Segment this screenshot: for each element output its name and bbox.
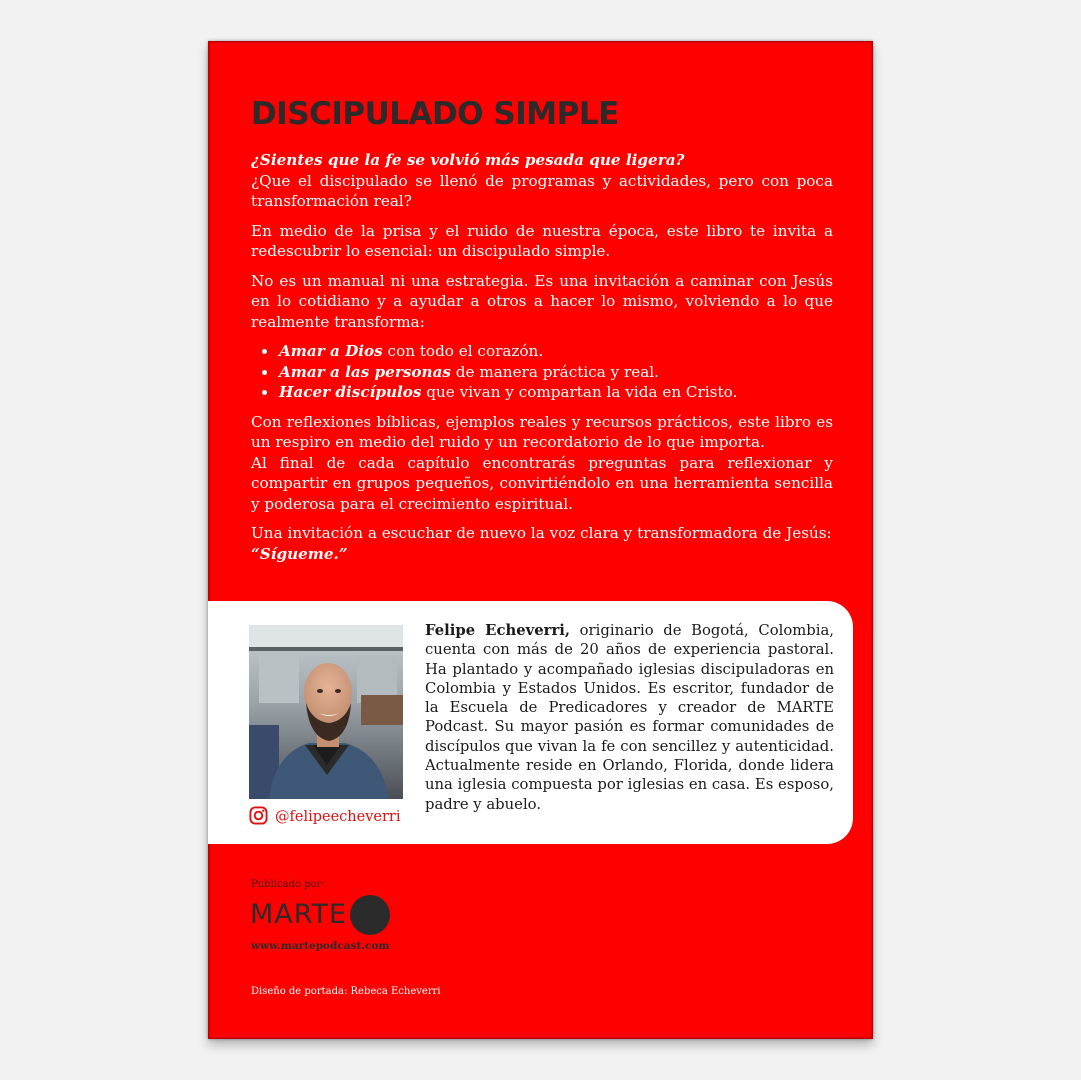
synopsis-paragraph-6: Una invitación a escuchar de nuevo la voz clara y transformadora de Jesús: xyxy=(251,524,832,542)
intro-prefix: ¿ xyxy=(251,151,260,169)
intro-question-text: Sientes que la fe se volvió más pesada que ligera? xyxy=(259,151,685,169)
list-item xyxy=(279,362,833,383)
list-item xyxy=(279,382,833,403)
key-point-text: de manera práctica y real. xyxy=(450,362,659,381)
synopsis-paragraph-4: Con reflexiones bíblicas, ejemplos reales y recursos prácticos, este libro es un respiro en medio del ruido y un recordatorio de lo que importa. xyxy=(251,412,833,451)
publisher-website[interactable]: www.martepodcast.com xyxy=(251,940,390,952)
closing-quote: “Sígueme.” xyxy=(251,544,348,563)
author-photo xyxy=(249,625,403,799)
book-back-cover xyxy=(208,41,873,1039)
book-title: DISCIPULADO SIMPLE xyxy=(251,96,619,132)
key-point-text: que vivan y compartan la vida en Cristo. xyxy=(421,383,738,401)
synopsis-paragraph-3: No es un manual ni una estrategia. Es una invitación a caminar con Jesús en lo cotidiano y a ayudar a otros a hacer lo mismo, volviendo a lo que realmente transforma: xyxy=(251,271,833,331)
instagram-link[interactable] xyxy=(249,806,400,828)
key-point-text: con todo el corazón. xyxy=(382,342,544,360)
synopsis xyxy=(251,150,833,573)
publisher-logo-word: MARTE xyxy=(250,899,348,930)
key-point-emphasis: Hacer discípulos xyxy=(279,383,422,401)
instagram-icon xyxy=(249,806,268,829)
list-item xyxy=(279,341,833,362)
publisher-logo-circle xyxy=(350,895,390,935)
author-bio-text: originario de Bogotá, Colombia, cuenta con más de 20 años de experiencia pastoral. Ha plantado y acompañado iglesias discipuladoras en Colombia y Estados Unidos. Es escritor, fundador de la Escuela de Predicadores y creador de MARTE Podcast. Su mayor pasión es formar comunidades de discípulos que vivan la fe con sencillez y autenticidad. Actualmente reside en Orlando, Florida, donde lidera una iglesia compuesta por iglesias en casa. Es esposo, padre y abuelo. xyxy=(425,622,834,813)
author-bio xyxy=(425,621,834,814)
key-point-emphasis: Amar a las personas xyxy=(279,362,451,381)
synopsis-paragraph-1: ¿Que el discipulado se llenó de programas y actividades, pero con poca transformación real? xyxy=(251,171,833,210)
intro-question xyxy=(251,150,833,171)
instagram-handle: @felipeecheverri xyxy=(275,809,401,825)
publisher-logo xyxy=(250,895,390,935)
author-name: Felipe Echeverri, xyxy=(425,622,571,639)
key-points-list xyxy=(251,341,833,403)
closing-quote-line xyxy=(251,544,833,565)
author-bio-card xyxy=(208,601,853,844)
synopsis-paragraph-5: Al final de cada capítulo encontrarás preguntas para reflexionar y compartir en grupos pequeños, convirtiéndolo en una herramienta sencilla y poderosa para el crecimiento espiritual. xyxy=(251,453,833,513)
key-point-emphasis: Amar a Dios xyxy=(279,342,383,360)
publisher-label: Publicado por: xyxy=(251,879,325,890)
cover-design-credit: Diseño de portada: Rebeca Echeverri xyxy=(251,986,441,997)
synopsis-paragraph-2: En medio de la prisa y el ruido de nuestra época, este libro te invita a redescubrir lo esencial: un discipulado simple. xyxy=(251,221,833,260)
